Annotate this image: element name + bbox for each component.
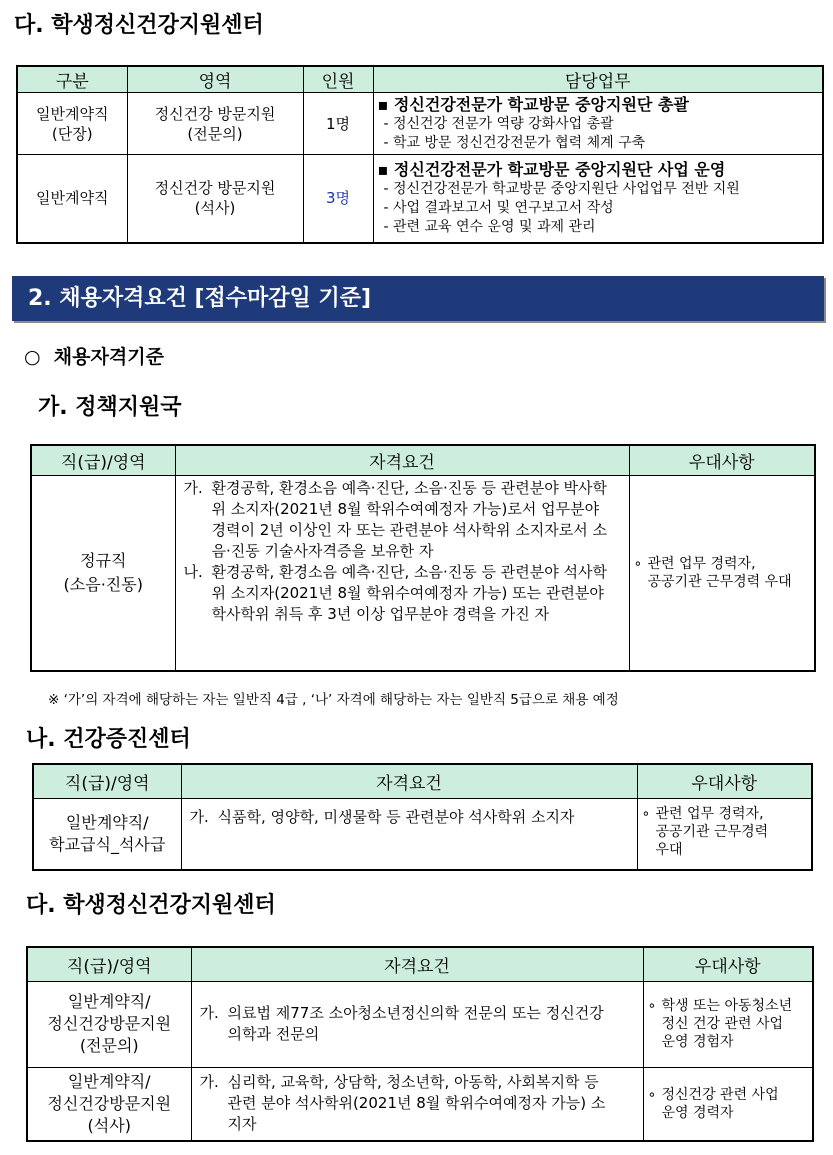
- preference-text: 정신건강 관련 사업 운영 경력자: [661, 1086, 779, 1121]
- header-preference: 우대사항: [643, 947, 813, 981]
- duty-table: [16, 65, 824, 244]
- item-text: 의료법 제77조 소아청소년정신의학 전문의 또는 정신건강의학과 전문의: [227, 1004, 604, 1043]
- count-cell: 3명: [303, 155, 373, 243]
- criteria-heading: ○ 채용자격기준: [24, 346, 164, 368]
- criteria-table-ga: [30, 444, 816, 672]
- grade-cell: 일반계약직/ 정신건강방문지원 (석사): [27, 1067, 191, 1141]
- requirement-item: [176, 562, 615, 625]
- preference-text: 관련 업무 경력자, 공공기관 근무경력 우대: [655, 805, 769, 858]
- item-mark: 가.: [199, 1004, 219, 1022]
- duty-head: ▪ 정신건강전문가 학교방문 중앙지원단 총괄: [377, 94, 689, 114]
- requirement-item: [176, 478, 615, 562]
- count-cell: 1명: [303, 93, 373, 155]
- requirement-item: [192, 1003, 613, 1045]
- item-text: 심리학, 교육학, 상담학, 청소년학, 아동학, 사회복지학 등 관련 분야 석사학위(2021년 8월 학위수여예정자 가능) 소지자: [227, 1073, 606, 1134]
- criteria-table-da: [26, 946, 814, 1142]
- type-cell: 일반계약직 (단장): [17, 93, 127, 155]
- bullet-icon: ∘: [647, 998, 657, 1014]
- duty-item: - 정신건강 전문가 역량 강화사업 총괄: [383, 115, 614, 132]
- header-preference: 우대사항: [637, 764, 812, 798]
- table-row: [27, 981, 813, 1067]
- item-mark: 가.: [199, 1073, 219, 1092]
- header-count: 인원: [303, 66, 373, 93]
- header-grade: 직(급)/영역: [31, 445, 175, 475]
- preference-text: 관련 업무 경력자, 공공기관 근무경력 우대: [647, 555, 792, 590]
- item-mark: 가.: [189, 807, 209, 826]
- preference-cell: [629, 475, 815, 671]
- duty-item: - 사업 결과보고서 및 연구보고서 작성: [383, 199, 614, 216]
- header-grade: 직(급)/영역: [33, 764, 181, 798]
- duty-cell: [373, 93, 823, 155]
- requirement-cell: [191, 1067, 643, 1141]
- item-text: 식품학, 영양학, 미생물학 등 관련분야 석사학위 소지자: [217, 807, 575, 826]
- requirement-item: [192, 1072, 613, 1135]
- requirement-cell: [181, 798, 637, 870]
- area-cell: 정신건강 방문지원 (석사): [127, 155, 303, 243]
- table-row: [33, 798, 812, 870]
- item-text: 환경공학, 환경소음 예측·진단, 소음·진동 등 관련분야 석사학위 소지자(2021년 8월 학위수여예정자 가능) 또는 관련분야 학사학위 취득 후 3년 이상 업무분야 경력을 가진 자: [211, 562, 607, 623]
- table-row: [17, 155, 823, 243]
- item-mark: 가.: [183, 478, 203, 497]
- preference-cell: [643, 981, 813, 1067]
- table-row: [31, 475, 815, 671]
- type-cell: 일반계약직: [17, 155, 127, 243]
- grade-cell: 일반계약직/ 정신건강방문지원 (전문의): [27, 981, 191, 1067]
- header-type: 구분: [17, 66, 127, 93]
- preference-text: 학생 또는 아동청소년 정신 건강 관련 사업 운영 경험자: [661, 998, 793, 1050]
- bullet-icon: ∘: [633, 555, 643, 572]
- duty-item: - 학교 방문 정신건강전문가 협력 체계 구축: [383, 134, 646, 151]
- header-duty: 담당업무: [373, 66, 823, 93]
- bullet-icon: ∘: [641, 805, 651, 822]
- section-title-na: 나. 건강증진센터: [26, 727, 191, 752]
- section-title-da: 다. 학생정신건강지원센터: [26, 893, 276, 918]
- requirement-cell: [191, 981, 643, 1067]
- duty-head: ▪ 정신건강전문가 학교방문 중앙지원단 사업 운영: [377, 159, 726, 179]
- item-mark: 나.: [183, 562, 203, 581]
- section-title-ga: 가. 정책지원국: [38, 395, 182, 420]
- section-title-top: 다. 학생정신건강지원센터: [14, 13, 264, 38]
- table-row: [17, 93, 823, 155]
- preference-cell: [637, 798, 812, 870]
- header-requirement: 자격요건: [191, 947, 643, 981]
- criteria-table-na: [32, 763, 813, 871]
- grade-cell: 일반계약직/ 학교급식_석사급: [33, 798, 181, 870]
- note-text: ※ ‘가’의 자격에 해당하는 자는 일반직 4급 , ‘나’ 자격에 해당하는 자는 일반직 5급으로 채용 예정: [48, 692, 619, 708]
- header-grade: 직(급)/영역: [27, 947, 191, 981]
- preference-cell: [643, 1067, 813, 1141]
- requirement-cell: [175, 475, 629, 671]
- area-cell: 정신건강 방문지원 (전문의): [127, 93, 303, 155]
- bullet-icon: ∘: [647, 1086, 657, 1103]
- header-requirement: 자격요건: [175, 445, 629, 475]
- header-requirement: 자격요건: [181, 764, 637, 798]
- table-row: [27, 1067, 813, 1141]
- header-area: 영역: [127, 66, 303, 93]
- requirement-item: [182, 807, 597, 828]
- duty-item: - 관련 교육 연수 운영 및 과제 관리: [383, 218, 596, 235]
- duty-cell: [373, 155, 823, 243]
- header-preference: 우대사항: [629, 445, 815, 475]
- grade-cell: 정규직 (소음·진동): [31, 475, 175, 671]
- section-banner: 2. 채용자격요건 [접수마감일 기준]: [12, 276, 824, 321]
- item-text: 환경공학, 환경소음 예측·진단, 소음·진동 등 관련분야 박사학위 소지자(2021년 8월 학위수여예정자 가능)로서 업무분야 경력이 2년 이상인 자 또는 관련분야 석사학위 소지자로서 소음·진동 기술사자격증을 보유한 자: [211, 478, 607, 560]
- duty-item: - 정신건강전문가 학교방문 중앙지원단 사업업무 전반 지원: [383, 180, 740, 197]
